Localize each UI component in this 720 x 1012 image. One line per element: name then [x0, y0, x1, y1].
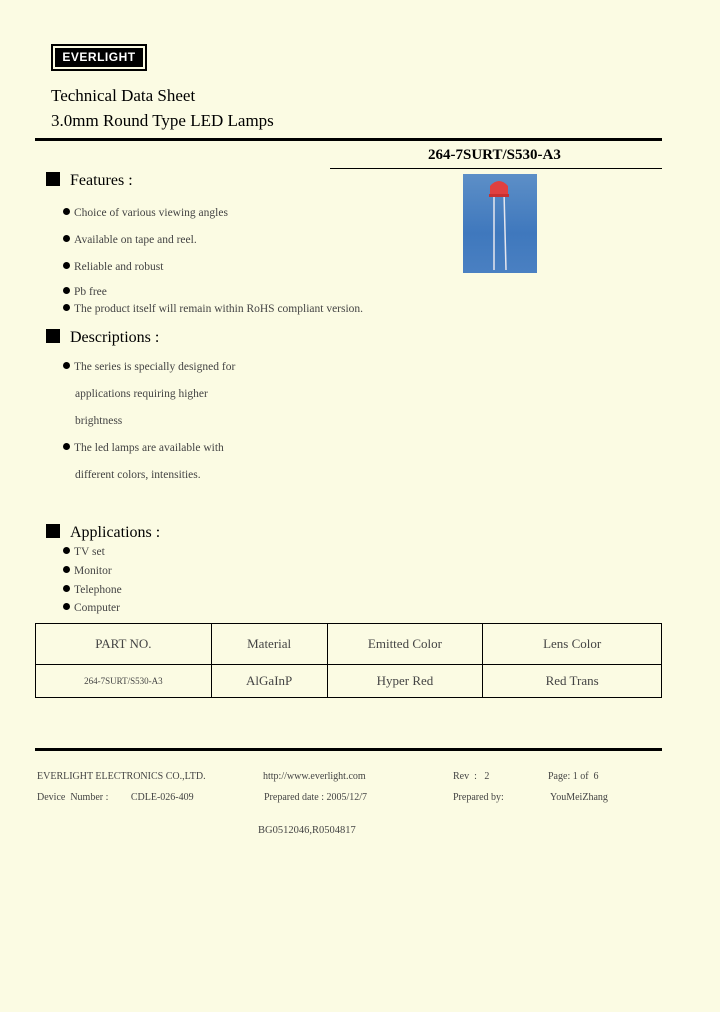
application-item	[63, 546, 105, 558]
application-text: Monitor	[74, 565, 112, 577]
feature-item	[63, 261, 163, 273]
applications-heading-text: Applications :	[70, 524, 161, 541]
table-cell: 264-7SURT/S530-A3	[36, 665, 212, 698]
table-header-cell: Emitted Color	[327, 624, 483, 665]
feature-text: Available on tape and reel.	[74, 234, 197, 246]
table-cell: Hyper Red	[327, 665, 483, 698]
application-item	[63, 565, 112, 577]
bullet-dot-icon	[63, 362, 70, 369]
feature-item	[63, 207, 228, 219]
table-header-cell: Material	[211, 624, 327, 665]
bullet-dot-icon	[63, 443, 70, 450]
part-number-rule	[330, 168, 662, 169]
revision: Rev : 2	[453, 771, 490, 782]
bullet-dot-icon	[63, 235, 70, 242]
description-text: The led lamps are available with	[74, 442, 224, 454]
description-continuation: different colors, intensities.	[75, 469, 201, 481]
description-continuation: applications requiring higher	[75, 388, 208, 400]
table-header-row	[36, 624, 662, 665]
bullet-dot-icon	[63, 603, 70, 610]
page-number: Page: 1 of 6	[548, 771, 599, 782]
header-rule	[35, 138, 662, 141]
spec-table	[35, 623, 662, 698]
application-item	[63, 584, 122, 596]
author: YouMeiZhang	[550, 792, 608, 803]
application-item	[63, 602, 120, 614]
description-text: The series is specially designed for	[74, 361, 236, 373]
prepared-date: Prepared date : 2005/12/7	[264, 792, 368, 803]
footer-rule	[35, 748, 662, 751]
application-text: TV set	[74, 546, 105, 558]
prepared-by: Prepared by:	[453, 792, 504, 803]
feature-text: The product itself will remain within RoHS compliant version.	[74, 303, 364, 315]
square-bullet-icon	[46, 524, 60, 538]
logo-text: EVERLIGHT	[55, 48, 143, 67]
application-text: Telephone	[74, 584, 122, 596]
feature-text: Reliable and robust	[74, 261, 164, 273]
company-logo	[51, 44, 147, 71]
bullet-dot-icon	[63, 566, 70, 573]
description-item	[63, 361, 235, 373]
website: http://www.everlight.com	[263, 771, 366, 782]
features-heading-text: Features :	[70, 172, 133, 189]
table-row	[36, 665, 662, 698]
led-lamp-photo	[463, 174, 537, 273]
table-cell: AlGaInP	[211, 665, 327, 698]
square-bullet-icon	[46, 329, 60, 343]
applications-heading	[46, 524, 160, 542]
company-name: EVERLIGHT ELECTRONICS CO.,LTD.	[37, 771, 206, 782]
features-heading	[46, 172, 133, 190]
table-header-cell: PART NO.	[36, 624, 212, 665]
description-item	[63, 442, 224, 454]
led-lamp-icon	[463, 174, 537, 273]
bullet-dot-icon	[63, 262, 70, 269]
doc-title: Technical Data Sheet	[51, 86, 196, 105]
part-number: 264-7SURT/S530-A3	[428, 147, 561, 163]
table-cell: Red Trans	[483, 665, 662, 698]
table-header-cell: Lens Color	[483, 624, 662, 665]
doc-subtitle: 3.0mm Round Type LED Lamps	[51, 111, 274, 130]
feature-item	[63, 303, 363, 315]
description-continuation: brightness	[75, 415, 123, 427]
bullet-dot-icon	[63, 287, 70, 294]
feature-item	[63, 286, 107, 298]
descriptions-heading	[46, 329, 159, 347]
bullet-dot-icon	[63, 304, 70, 311]
bullet-dot-icon	[63, 208, 70, 215]
bullet-dot-icon	[63, 547, 70, 554]
document-code: BG0512046,R0504817	[258, 825, 356, 836]
application-text: Computer	[74, 602, 120, 614]
feature-text: Choice of various viewing angles	[74, 207, 228, 219]
device-number: Device Number : CDLE-026-409	[37, 792, 194, 803]
feature-item	[63, 234, 197, 246]
bullet-dot-icon	[63, 585, 70, 592]
square-bullet-icon	[46, 172, 60, 186]
descriptions-heading-text: Descriptions :	[70, 329, 160, 346]
feature-text: Pb free	[74, 286, 107, 298]
